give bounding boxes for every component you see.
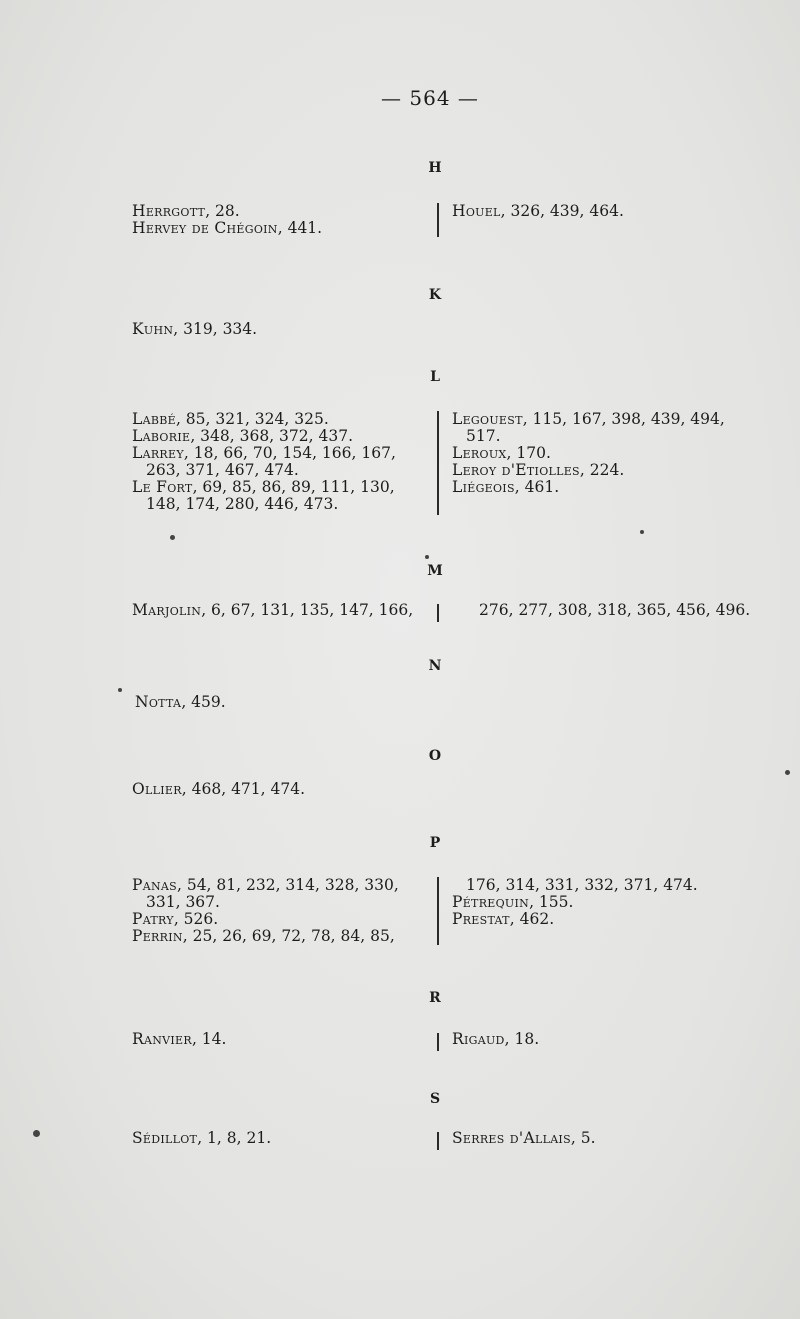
index-entry <box>132 479 396 496</box>
index-entry <box>132 411 396 428</box>
index-entry-continuation: 276, 277, 308, 318, 365, 456, 496. <box>479 601 751 619</box>
ink-speck <box>425 555 429 559</box>
index-entry <box>132 220 322 237</box>
author-name: Herrgott <box>132 202 206 220</box>
section-letter-r: R <box>429 990 441 1006</box>
ink-speck <box>170 535 175 540</box>
index-entry <box>132 928 399 945</box>
page-references: , 224. <box>579 461 625 479</box>
author-name: Le Fort <box>132 478 193 496</box>
page-references: , 6, 67, 131, 135, 147, 166, <box>201 601 414 619</box>
section-r-left-column <box>132 1031 226 1048</box>
column-divider <box>437 877 439 945</box>
section-letter-n: N <box>428 658 442 674</box>
author-name: Larrey <box>132 444 184 462</box>
section-letter-m: M <box>427 563 443 579</box>
index-entry <box>452 203 624 220</box>
section-p-left-column <box>132 877 399 945</box>
section-k-left-column <box>132 321 257 338</box>
author-name: Kuhn <box>132 320 174 338</box>
index-entry <box>452 445 725 462</box>
author-name: Sédillot <box>132 1129 198 1147</box>
index-entry <box>132 877 399 894</box>
index-entry-continuation: 263, 371, 467, 474. <box>146 461 299 479</box>
page-references: , 14. <box>191 1030 227 1048</box>
section-letter-k: K <box>428 287 442 303</box>
author-name: Liégeois <box>452 478 515 496</box>
page-references: , 5. <box>570 1129 596 1147</box>
section-o-left-column <box>132 781 305 798</box>
index-entry <box>132 1031 226 1048</box>
page-references: , 462. <box>509 910 555 928</box>
index-entry-continuation: 331, 367. <box>146 893 220 911</box>
author-name: Legouest <box>452 410 523 428</box>
author-name: Leroy d'Etiolles <box>452 461 580 479</box>
author-name: Houel <box>452 202 501 220</box>
index-entry-continuation: 148, 174, 280, 446, 473. <box>146 495 339 513</box>
section-m-right-column <box>465 602 750 619</box>
author-name: Laborie <box>132 427 191 445</box>
page-references: , 1, 8, 21. <box>197 1129 272 1147</box>
author-name: Panas <box>132 876 177 894</box>
section-letter-o: O <box>428 748 442 764</box>
page-references: , 461. <box>514 478 560 496</box>
author-name: Ranvier <box>132 1030 192 1048</box>
section-s-left-column <box>132 1130 271 1147</box>
page-references: , 25, 26, 69, 72, 78, 84, 85, <box>182 927 395 945</box>
section-p-right-column <box>452 877 698 928</box>
author-name: Marjolin <box>132 601 202 619</box>
page-references: , 459. <box>181 693 226 711</box>
author-name: Ollier <box>132 780 182 798</box>
column-divider <box>437 1132 439 1150</box>
page-references: , 115, 167, 398, 439, 494, <box>522 410 725 428</box>
index-entry <box>452 1031 539 1048</box>
section-h-right-column <box>452 203 624 220</box>
index-entry <box>132 321 257 338</box>
index-entry <box>132 445 396 462</box>
ink-speck <box>640 530 644 534</box>
page-references: , 18, 66, 70, 154, 166, 167, <box>183 444 396 462</box>
page-references: , 319, 334. <box>173 320 258 338</box>
page-references: , 348, 368, 372, 437. <box>190 427 353 445</box>
page-references: , 155. <box>529 893 574 911</box>
section-m-left-column <box>132 602 413 619</box>
section-r-right-column <box>452 1031 539 1048</box>
section-letter-l: L <box>430 369 440 385</box>
index-entry <box>135 694 226 711</box>
index-entry-continuation: 517. <box>466 427 501 445</box>
page-references: , 468, 471, 474. <box>181 780 306 798</box>
column-divider <box>437 1033 439 1051</box>
author-name: Perrin <box>132 927 183 945</box>
page-number: — 564 — <box>381 86 479 110</box>
page-references: , 54, 81, 232, 314, 328, 330, <box>176 876 399 894</box>
page-references: , 69, 85, 86, 89, 111, 130, <box>192 478 395 496</box>
section-letter-p: P <box>429 835 441 851</box>
author-name: Patry <box>132 910 174 928</box>
index-entry <box>132 1130 271 1147</box>
ink-speck <box>118 688 122 692</box>
index-entry <box>452 462 725 479</box>
column-divider <box>437 411 439 515</box>
section-n-left-column <box>135 694 226 711</box>
section-l-left-column <box>132 411 396 513</box>
page-references: , 170. <box>506 444 551 462</box>
author-name: Prestat <box>452 910 510 928</box>
author-name: Hervey de Chégoin <box>132 219 278 237</box>
page-references: , 28. <box>205 202 240 220</box>
index-entry <box>452 1130 596 1147</box>
column-divider <box>437 604 439 622</box>
author-name: Notta <box>135 693 182 711</box>
ink-speck <box>33 1130 40 1137</box>
ink-speck <box>785 770 790 775</box>
index-entry-continuation: 176, 314, 331, 332, 371, 474. <box>466 876 698 894</box>
index-entry <box>452 911 698 928</box>
author-name: Serres d'Allais <box>452 1129 571 1147</box>
author-name: Labbé <box>132 410 176 428</box>
page-references: , 18. <box>504 1030 540 1048</box>
author-name: Rigaud <box>452 1030 505 1048</box>
author-name: Leroux <box>452 444 507 462</box>
page-references: , 85, 321, 324, 325. <box>175 410 329 428</box>
index-entry <box>452 411 725 428</box>
index-entry <box>132 911 399 928</box>
index-entry <box>132 602 413 619</box>
page-references: , 441. <box>277 219 323 237</box>
index-entry <box>132 428 396 445</box>
page-references: , 526. <box>173 910 219 928</box>
column-divider <box>437 203 439 237</box>
section-l-right-column <box>452 411 725 496</box>
index-entry <box>452 479 725 496</box>
index-entry <box>452 894 698 911</box>
section-h-left-column <box>132 203 322 237</box>
index-entry <box>132 203 322 220</box>
section-letter-s: S <box>429 1091 441 1107</box>
section-s-right-column <box>452 1130 596 1147</box>
section-letter-h: H <box>428 160 442 176</box>
index-entry <box>132 781 305 798</box>
page-references: , 326, 439, 464. <box>500 202 624 220</box>
author-name: Pétrequin <box>452 893 530 911</box>
